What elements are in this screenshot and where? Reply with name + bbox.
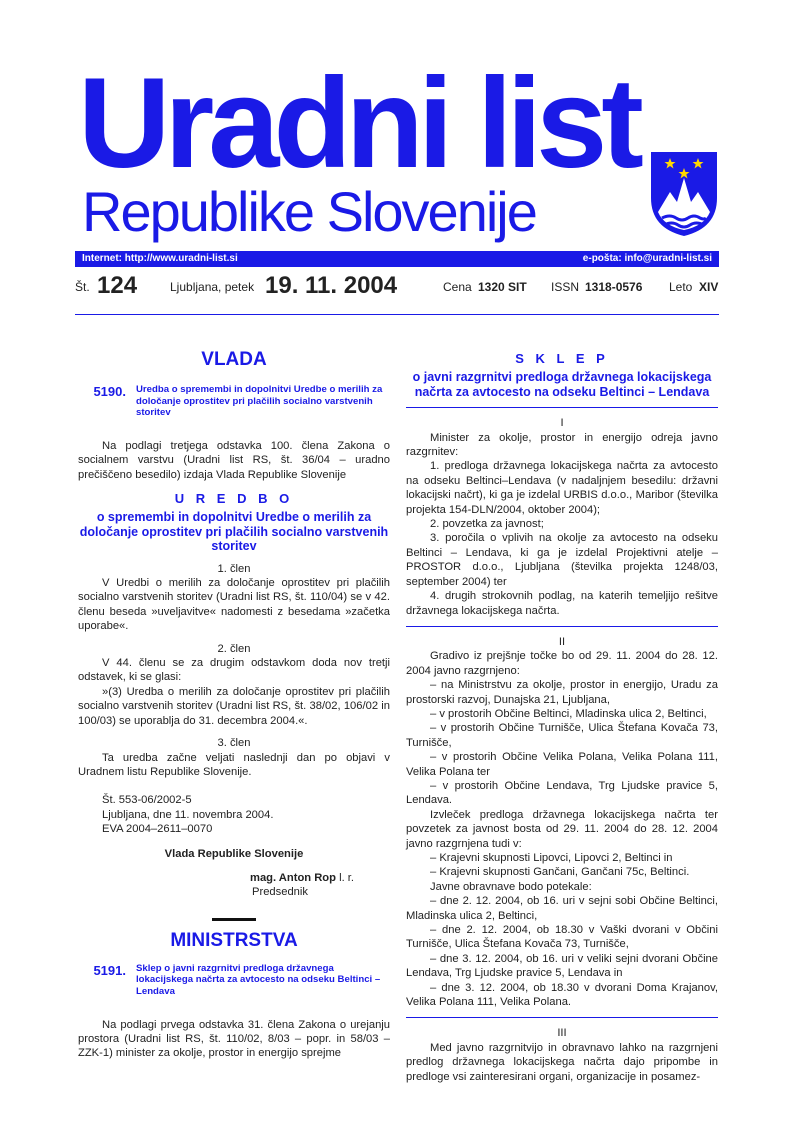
article-3-text: Ta uredba začne veljati naslednji dan po objavi v Uradnem listu Republike Slovenije. (78, 751, 390, 778)
right-divider-3 (406, 1017, 718, 1018)
coat-of-arms-icon (648, 148, 720, 238)
signature-org: Vlada Republike Slovenije (164, 847, 304, 860)
signature-lr: l. r. (335, 871, 354, 884)
article-1-text: V Uredbi o merilih za določanje oprostitev pri plačilih socialno varstvenih storitev (Uradni list RS, št. 110/04) se v 42. členu beseda »uveljavitve« nadomesti z besedama »začetka uporabe«. (78, 577, 390, 633)
location-1: – na Ministrstvu za okolje, prostor in energijo, Uradu za prostorski razvoj, Dunajska 21, Ljubljana, (406, 679, 718, 706)
intro-paragraph-2: Na podlagi prvega odstavka 31. člena Zakona o urejanju prostora (Uradni list RS, št. 110/02, 8/03 – popr. in 58/03 – ZZK-1) minister za okolje, prostor in energijo sprejme (78, 1018, 390, 1060)
doc-type: U R E D B O (174, 491, 294, 506)
hearings-intro: Javne obravnave bodo potekale: (430, 880, 592, 893)
signature-role: Predsednik (252, 886, 308, 899)
contact-bar (75, 251, 719, 267)
item-1: 1. predloga državnega lokacijskega načrta za avtocesto na odseku Beltinci–Lendava (v nadaljnjem besedilu: državni lokacijski načrt), ki ga je izdelal URBIS d.o.o., Maribor (številka projekta 154-DLN/2004, oktober 2004); (406, 460, 718, 516)
entry-5190[interactable] (78, 384, 390, 419)
article-2-text: V 44. členu se za drugim odstavkom doda nov tretji odstavek, ki se glasi: (78, 657, 390, 684)
roman-3: III (557, 1027, 567, 1040)
location-4: – v prostorih Občine Velika Polana, Velika Polana 111, Velika Polana ter (406, 751, 718, 778)
issue-prefix: Št. (75, 280, 90, 294)
right-column (406, 344, 718, 1084)
intro-paragraph: Na podlagi tretjega odstavka 100. člena Zakona o socialnem varstvu (Uradni list RS, št. 36/04 – uradno prečiščeno besedilo) izdaja Vlada Republike Slovenije (78, 439, 390, 481)
issue-date: 19. 11. 2004 (265, 272, 398, 299)
section-divider (212, 918, 256, 921)
reference-number: Št. 553-06/2002-5 (102, 794, 192, 807)
place-day: Ljubljana, petek (170, 280, 255, 294)
item-4: 4. drugih strokovnih podlag, na katerih temeljijo rešitve državnega lokacijskega načrta. (406, 590, 718, 617)
hearing-1: – dne 2. 12. 2004, ob 16. uri v sejni sobi Občine Beltinci, Mladinska ulica 2, Beltinci, (406, 895, 718, 922)
signature-name: mag. Anton Rop (250, 871, 336, 884)
location-3: – v prostorih Občine Turnišče, Ulica Štefana Kovača 73, Turnišče, (406, 722, 718, 749)
location-5: – v prostorih Občine Lendava, Trg Ljudske pravice 5, Lendava. (406, 779, 718, 807)
price-label: Cena (443, 280, 472, 294)
right-divider-2 (406, 626, 718, 627)
right-divider-1 (406, 407, 718, 408)
item-2: 2. povzetka za javnost; (430, 518, 544, 531)
issn: 1318-0576 (585, 280, 643, 294)
signature-line (78, 871, 390, 885)
issn-label: ISSN (551, 280, 580, 294)
community-1: – Krajevni skupnosti Lipovci, Lipovci 2, Beltinci in (430, 852, 673, 864)
section-heading-ministrstva: MINISTRSTVA (170, 929, 298, 951)
article-3-heading: 3. člen (217, 737, 251, 750)
email-link[interactable]: e-pošta: info@uradni-list.si (582, 253, 712, 264)
community-2: – Krajevni skupnosti Gančani, Gančani 75c, Beltinci. (430, 866, 690, 879)
price: 1320 SIT (478, 280, 527, 294)
entry-title: Sklep o javni razgrnitvi predloga državnega lokacijskega načrta za avtocesto na odseku Beltinci – Lendava (136, 962, 381, 997)
entry-number: 5191. (93, 962, 126, 978)
section-heading-vlada: VLADA (201, 349, 267, 370)
header-rule (75, 314, 719, 315)
year-label: Leto (669, 280, 693, 294)
article-2-quote: »(3) Uredba o merilih za določanje oprostitev pri plačilih socialno varstvenih storitev (Uradni list RS, št. 38/02, 106/02 in 100/03) se uporablja do 31. decembra 2004.«. (78, 685, 390, 727)
reference-date: Ljubljana, dne 11. novembra 2004. (102, 808, 274, 821)
article-1-heading: 1. člen (217, 562, 251, 575)
entry-title: Uredba o spremembi in dopolnitvi Uredbe o merilih za določanje oprostitev pri plačilih socialno varstvenih storitev (136, 384, 383, 419)
year: XIV (699, 280, 719, 294)
left-column (78, 344, 390, 1061)
masthead-subtitle: Republike Slovenije (82, 180, 536, 243)
roman-1: I (560, 417, 564, 430)
entry-number: 5190. (93, 384, 126, 399)
issue-number: 124 (97, 272, 138, 299)
roman-2: II (558, 635, 566, 648)
paragraph-3: Med javno razgrnitvijo in obravnavo lahko na razgrnjeni predlog državnega lokacijskega načrta dajo pripombe in predloge vsi zainteresirani organi, organizacije in posamez- (406, 1041, 718, 1083)
entry-5191[interactable] (78, 963, 390, 998)
article-2-heading: 2. člen (217, 642, 251, 655)
paragraph-2: Gradivo iz prejšnje točke bo od 29. 11. 2004 do 28. 12. 2004 javno razgrnjeno: (406, 650, 718, 677)
paragraph-1: Minister za okolje, prostor in energijo odreja javno razgrnitev: (406, 431, 718, 459)
internet-link[interactable]: Internet: http://www.uradni-list.si (82, 253, 238, 264)
hearing-2: – dne 2. 12. 2004, ob 18.30 v Vaški dvorani v Občini Turnišče, Ulica Štefana Kovača 73, Turnišče, (406, 924, 718, 951)
hearing-3: – dne 3. 12. 2004, ob 16. uri v veliki sejni dvorani Občine Lendava, Trg Ljudske pravice 5, Lendava in (406, 952, 718, 980)
issue-info (75, 272, 719, 306)
summary-paragraph: Izvleček predloga državnega lokacijskega načrta ter povzetek za javnost bosta od 29. 11. 2004 do 28. 12. 2004 javno razgrnjena tudi v: (406, 808, 718, 850)
masthead-title: Uradni list (78, 52, 638, 195)
reference-eva: EVA 2004–2611–0070 (102, 823, 213, 836)
hearing-4: – dne 3. 12. 2004, ob 18.30 v dvorani Doma Krajanov, Velika Polana 111, Velika Polana. (406, 981, 718, 1009)
doc-title: o javni razgrnitvi predloga državnega lokacijskega načrta za avtocesto na odseku Beltinci – Lendava (412, 370, 712, 399)
location-2: – v prostorih Občine Beltinci, Mladinska ulica 2, Beltinci, (430, 707, 707, 720)
doc-type: S K L E P (515, 351, 609, 366)
item-3: 3. poročila o vplivih na okolje za avtocesto na odseku Beltinci – Lendava, ki ga je izdelal Projektivni atelje – PROSTOR d.o.o., Ljubljana (številka projekta 1248/03, september 2004) ter (406, 532, 718, 588)
doc-title: o spremembi in dopolnitvi Uredbe o merilih za določanje oprostitev pri plačilih socialno varstvenih storitev (79, 510, 389, 554)
